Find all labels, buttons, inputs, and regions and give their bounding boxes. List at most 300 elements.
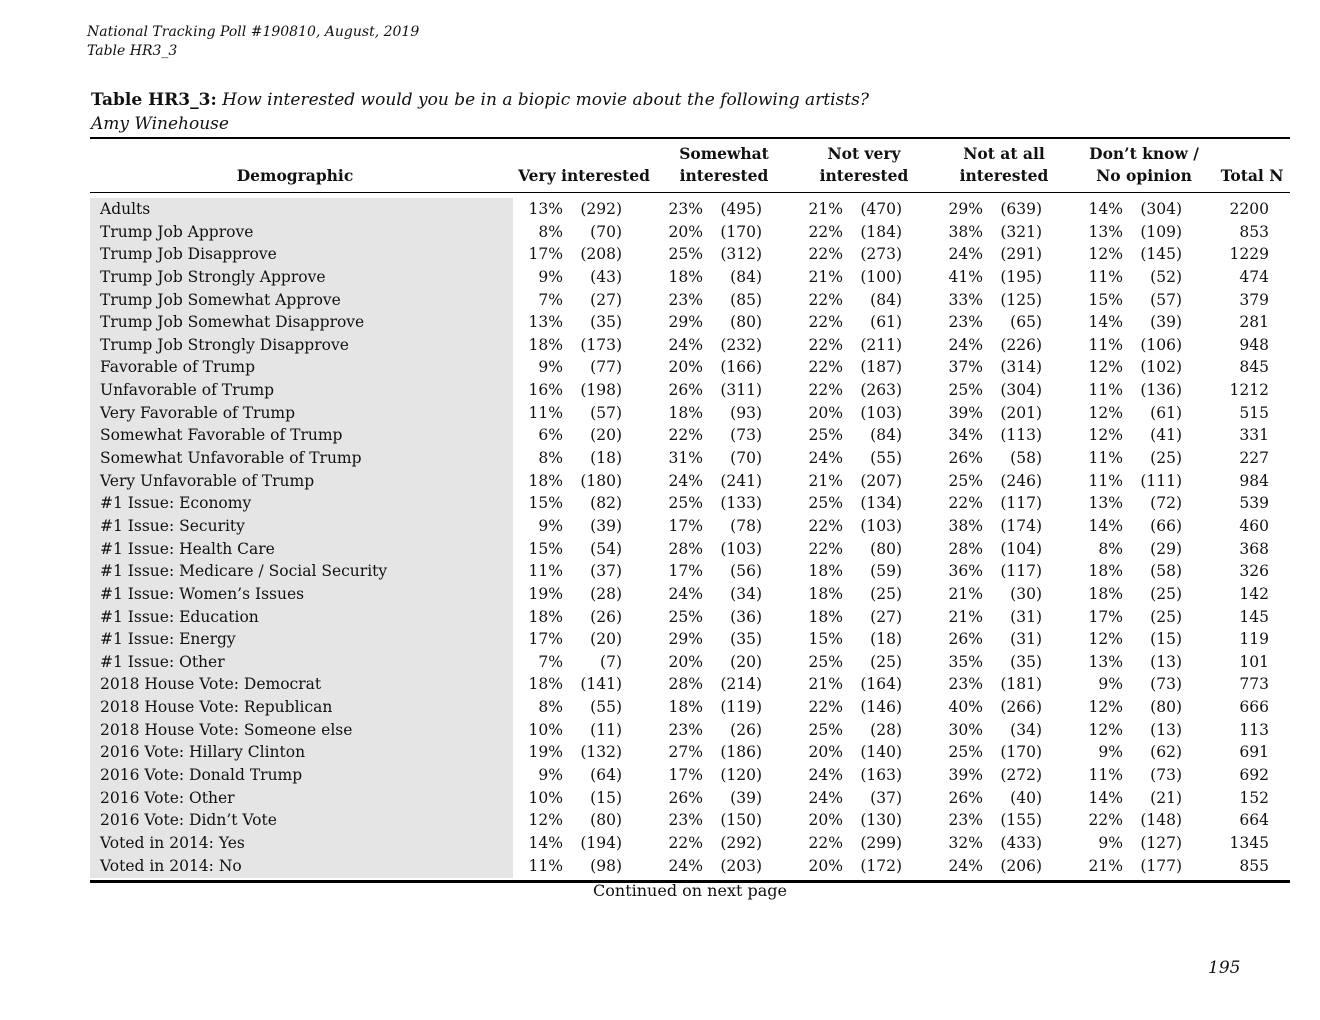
- cell-count: (166): [720, 358, 762, 377]
- cell-percent: 22%: [808, 698, 843, 717]
- cell-count: (134): [860, 494, 902, 513]
- cell-percent: 11%: [528, 562, 563, 581]
- cell-count: (70): [730, 449, 762, 468]
- cell-percent: 9%: [1098, 833, 1123, 852]
- cell-percent: 26%: [948, 630, 983, 649]
- cell-count: (130): [860, 811, 902, 830]
- cell-count: (184): [860, 222, 902, 241]
- cell-count: (102): [1140, 358, 1182, 377]
- cell-percent: 14%: [1088, 788, 1123, 807]
- cell-total: 326: [1239, 562, 1269, 581]
- cell-count: (35): [590, 313, 622, 332]
- table-row: [0, 311, 1320, 334]
- cell-count: (140): [860, 743, 902, 762]
- cell-percent: 25%: [808, 494, 843, 513]
- cell-percent: 10%: [528, 720, 563, 739]
- cell-count: (291): [1000, 245, 1042, 264]
- cell-percent: 8%: [538, 222, 563, 241]
- cell-percent: 24%: [808, 788, 843, 807]
- cell-count: (181): [1000, 675, 1042, 694]
- table-row: [0, 515, 1320, 538]
- cell-percent: 17%: [668, 516, 703, 535]
- cell-count: (132): [580, 743, 622, 762]
- col-notatall-l2: interested: [959, 166, 1049, 185]
- cell-count: (180): [580, 471, 622, 490]
- cell-count: (177): [1140, 856, 1182, 875]
- cell-count: (103): [860, 516, 902, 535]
- cell-count: (80): [870, 539, 902, 558]
- row-label: 2016 Vote: Didn’t Vote: [100, 811, 277, 830]
- cell-percent: 28%: [668, 675, 703, 694]
- cell-percent: 9%: [1098, 675, 1123, 694]
- cell-percent: 14%: [1088, 200, 1123, 218]
- cell-percent: 24%: [948, 335, 983, 354]
- cell-percent: 17%: [1088, 607, 1123, 626]
- table-row: [0, 402, 1320, 425]
- cell-count: (58): [1010, 449, 1042, 468]
- cell-total: 281: [1239, 313, 1269, 332]
- cell-percent: 25%: [668, 245, 703, 264]
- cell-percent: 12%: [528, 811, 563, 830]
- cell-count: (100): [860, 267, 902, 286]
- cell-percent: 34%: [948, 426, 983, 445]
- cell-count: (41): [1150, 426, 1182, 445]
- row-label: Very Favorable of Trump: [100, 403, 296, 422]
- cell-percent: 38%: [948, 222, 983, 241]
- cell-percent: 18%: [808, 607, 843, 626]
- cell-count: (163): [860, 766, 902, 785]
- cell-total: 101: [1239, 652, 1269, 671]
- table-row: [0, 424, 1320, 447]
- cell-total: 666: [1239, 698, 1269, 717]
- col-demographic: Demographic: [236, 166, 354, 185]
- cell-count: (36): [730, 607, 762, 626]
- cell-count: (84): [730, 267, 762, 286]
- cell-percent: 17%: [668, 562, 703, 581]
- cell-count: (211): [860, 335, 902, 354]
- cell-count: (170): [720, 222, 762, 241]
- cell-count: (77): [590, 358, 622, 377]
- cell-count: (64): [590, 766, 622, 785]
- cell-percent: 11%: [1088, 335, 1123, 354]
- cell-percent: 21%: [808, 267, 843, 286]
- cell-count: (80): [590, 811, 622, 830]
- row-label: Somewhat Unfavorable of Trump: [100, 449, 362, 468]
- cell-percent: 20%: [668, 358, 703, 377]
- table-row: [0, 243, 1320, 266]
- cell-percent: 37%: [948, 358, 983, 377]
- cell-percent: 11%: [1088, 381, 1123, 400]
- cell-percent: 21%: [808, 471, 843, 490]
- cell-count: (304): [1140, 200, 1182, 218]
- cell-count: (73): [1150, 766, 1182, 785]
- cell-percent: 11%: [528, 856, 563, 875]
- cell-percent: 11%: [1088, 267, 1123, 286]
- col-somewhat-l1: Somewhat: [679, 144, 769, 163]
- cell-percent: 18%: [668, 698, 703, 717]
- table-row: [0, 492, 1320, 515]
- col-dk-l2: No opinion: [1096, 166, 1192, 185]
- row-label: #1 Issue: Other: [100, 652, 225, 671]
- cell-percent: 20%: [808, 856, 843, 875]
- cell-percent: 33%: [948, 290, 983, 309]
- table-row: [0, 651, 1320, 674]
- row-label: Adults: [100, 200, 151, 218]
- poll-header: National Tracking Poll #190810, August, 2019: [87, 24, 420, 40]
- cell-count: (174): [1000, 516, 1042, 535]
- cell-percent: 25%: [808, 720, 843, 739]
- cell-percent: 22%: [808, 313, 843, 332]
- cell-percent: 7%: [538, 652, 563, 671]
- cell-count: (263): [860, 381, 902, 400]
- cell-count: (207): [860, 471, 902, 490]
- cell-count: (117): [1000, 562, 1042, 581]
- cell-count: (80): [730, 313, 762, 332]
- cell-count: (57): [1150, 290, 1182, 309]
- cell-percent: 18%: [528, 335, 563, 354]
- cell-count: (13): [1150, 652, 1182, 671]
- cell-percent: 23%: [948, 811, 983, 830]
- page-number: 195: [1208, 958, 1241, 978]
- cell-count: (226): [1000, 335, 1042, 354]
- cell-count: (103): [720, 539, 762, 558]
- cell-total: 379: [1239, 290, 1269, 309]
- cell-count: (62): [1150, 743, 1182, 762]
- row-label: Somewhat Favorable of Trump: [100, 426, 343, 445]
- row-label: Voted in 2014: No: [100, 856, 242, 875]
- cell-percent: 29%: [668, 630, 703, 649]
- cell-total: 539: [1239, 494, 1269, 513]
- cell-percent: 28%: [948, 539, 983, 558]
- cell-count: (103): [860, 403, 902, 422]
- row-label: Favorable of Trump: [100, 358, 256, 377]
- cell-count: (58): [1150, 562, 1182, 581]
- cell-count: (214): [720, 675, 762, 694]
- cell-count: (164): [860, 675, 902, 694]
- cell-percent: 36%: [948, 562, 983, 581]
- cell-percent: 13%: [1088, 652, 1123, 671]
- cell-count: (321): [1000, 222, 1042, 241]
- cell-percent: 8%: [538, 449, 563, 468]
- table-row: [0, 606, 1320, 629]
- cell-percent: 6%: [538, 426, 563, 445]
- cell-count: (206): [1000, 856, 1042, 875]
- cell-percent: 22%: [808, 516, 843, 535]
- table-row: [0, 560, 1320, 583]
- row-label: 2016 Vote: Hillary Clinton: [100, 743, 306, 762]
- cell-count: (43): [590, 267, 622, 286]
- cell-percent: 20%: [668, 652, 703, 671]
- col-notvery-l2: interested: [819, 166, 909, 185]
- cell-total: 1212: [1229, 381, 1269, 400]
- cell-percent: 26%: [668, 381, 703, 400]
- cell-count: (39): [1150, 313, 1182, 332]
- col-very-interested: Very interested: [518, 166, 650, 185]
- cell-total: 515: [1239, 403, 1269, 422]
- row-label: Trump Job Somewhat Approve: [100, 290, 341, 309]
- continued-note: Continued on next page: [593, 881, 787, 900]
- cell-percent: 14%: [1088, 313, 1123, 332]
- cell-count: (70): [590, 222, 622, 241]
- cell-count: (106): [1140, 335, 1182, 354]
- row-label: Unfavorable of Trump: [100, 381, 275, 400]
- cell-percent: 31%: [668, 449, 703, 468]
- cell-percent: 22%: [668, 426, 703, 445]
- cell-percent: 25%: [668, 607, 703, 626]
- cell-total: 142: [1239, 584, 1269, 603]
- cell-percent: 18%: [1088, 584, 1123, 603]
- col-notatall-l1: Not at all: [963, 144, 1045, 163]
- cell-total: 460: [1239, 516, 1269, 535]
- cell-percent: 15%: [528, 539, 563, 558]
- cell-count: (21): [1150, 788, 1182, 807]
- cell-percent: 18%: [528, 471, 563, 490]
- cell-count: (28): [590, 584, 622, 603]
- cell-percent: 29%: [948, 200, 983, 218]
- cell-percent: 24%: [668, 471, 703, 490]
- table-row: [0, 741, 1320, 764]
- cell-percent: 23%: [668, 290, 703, 309]
- cell-percent: 22%: [808, 539, 843, 558]
- cell-count: (125): [1000, 290, 1042, 309]
- cell-percent: 17%: [528, 245, 563, 264]
- cell-count: (59): [870, 562, 902, 581]
- cell-percent: 9%: [538, 766, 563, 785]
- cell-percent: 24%: [668, 584, 703, 603]
- cell-percent: 29%: [668, 313, 703, 332]
- cell-count: (34): [730, 584, 762, 603]
- cell-percent: 11%: [1088, 471, 1123, 490]
- cell-count: (495): [720, 200, 762, 218]
- cell-percent: 23%: [668, 200, 703, 218]
- cell-count: (433): [1000, 833, 1042, 852]
- table-row: [0, 356, 1320, 379]
- table-row: [0, 719, 1320, 742]
- row-label: 2018 House Vote: Republican: [100, 698, 333, 717]
- cell-count: (25): [1150, 607, 1182, 626]
- cell-total: 368: [1239, 539, 1269, 558]
- cell-count: (37): [870, 788, 902, 807]
- cell-total: 984: [1239, 471, 1269, 490]
- cell-percent: 23%: [948, 675, 983, 694]
- cell-percent: 22%: [808, 335, 843, 354]
- cell-count: (35): [730, 630, 762, 649]
- cell-percent: 21%: [1088, 856, 1123, 875]
- table-row: [0, 447, 1320, 470]
- cell-count: (172): [860, 856, 902, 875]
- cell-count: (15): [590, 788, 622, 807]
- cell-count: (65): [1010, 313, 1042, 332]
- cell-percent: 12%: [1088, 720, 1123, 739]
- cell-total: 1345: [1229, 833, 1269, 852]
- row-label: #1 Issue: Health Care: [100, 539, 275, 558]
- row-label: Voted in 2014: Yes: [100, 833, 245, 852]
- row-label: #1 Issue: Economy: [100, 494, 252, 513]
- table-body: [0, 198, 1320, 877]
- row-label: #1 Issue: Women’s Issues: [100, 584, 305, 603]
- cell-count: (25): [870, 584, 902, 603]
- col-total: Total N: [1220, 166, 1284, 185]
- row-label: 2018 House Vote: Someone else: [100, 720, 353, 739]
- cell-count: (78): [730, 516, 762, 535]
- cell-percent: 26%: [948, 788, 983, 807]
- cell-total: 227: [1239, 449, 1269, 468]
- cell-percent: 22%: [808, 833, 843, 852]
- table-row: [0, 379, 1320, 402]
- cell-count: (27): [870, 607, 902, 626]
- cell-percent: 10%: [528, 788, 563, 807]
- table-row: [0, 583, 1320, 606]
- cell-total: 331: [1239, 426, 1269, 445]
- top-rule: [90, 137, 1290, 139]
- table-row: [0, 198, 1320, 221]
- cell-count: (195): [1000, 267, 1042, 286]
- cell-percent: 23%: [948, 313, 983, 332]
- cell-percent: 11%: [1088, 766, 1123, 785]
- row-label: 2016 Vote: Other: [100, 788, 235, 807]
- table-row: [0, 832, 1320, 855]
- cell-count: (201): [1000, 403, 1042, 422]
- cell-count: (20): [730, 652, 762, 671]
- cell-percent: 13%: [528, 313, 563, 332]
- cell-count: (241): [720, 471, 762, 490]
- table-row: [0, 334, 1320, 357]
- cell-count: (26): [590, 607, 622, 626]
- cell-count: (30): [1010, 584, 1042, 603]
- cell-percent: 22%: [808, 381, 843, 400]
- cell-count: (61): [1150, 403, 1182, 422]
- cell-percent: 18%: [528, 675, 563, 694]
- cell-count: (127): [1140, 833, 1182, 852]
- table-row: [0, 764, 1320, 787]
- cell-count: (72): [1150, 494, 1182, 513]
- cell-percent: 14%: [1088, 516, 1123, 535]
- cell-percent: 9%: [538, 516, 563, 535]
- cell-percent: 41%: [948, 267, 983, 286]
- cell-total: 855: [1239, 856, 1269, 875]
- cell-count: (31): [1010, 607, 1042, 626]
- cell-count: (208): [580, 245, 622, 264]
- cell-count: (55): [870, 449, 902, 468]
- cell-count: (11): [590, 720, 622, 739]
- cell-count: (18): [870, 630, 902, 649]
- table-subject: Amy Winehouse: [91, 114, 229, 134]
- cell-count: (80): [1150, 698, 1182, 717]
- cell-percent: 15%: [1088, 290, 1123, 309]
- cell-count: (304): [1000, 381, 1042, 400]
- cell-count: (40): [1010, 788, 1042, 807]
- cell-count: (173): [580, 335, 622, 354]
- cell-percent: 9%: [538, 267, 563, 286]
- cell-count: (27): [590, 290, 622, 309]
- cell-total: 1229: [1229, 245, 1269, 264]
- cell-total: 664: [1239, 811, 1269, 830]
- cell-percent: 28%: [668, 539, 703, 558]
- cell-percent: 23%: [668, 720, 703, 739]
- cell-total: 145: [1239, 607, 1269, 626]
- cell-count: (194): [580, 833, 622, 852]
- cell-count: (31): [1010, 630, 1042, 649]
- col-notvery-l1: Not very: [827, 144, 901, 163]
- cell-count: (198): [580, 381, 622, 400]
- cell-percent: 23%: [668, 811, 703, 830]
- cell-count: (15): [1150, 630, 1182, 649]
- cell-count: (470): [860, 200, 902, 218]
- cell-count: (7): [600, 652, 622, 671]
- cell-percent: 13%: [528, 200, 563, 218]
- cell-total: 2200: [1229, 200, 1269, 218]
- cell-percent: 9%: [538, 358, 563, 377]
- cell-count: (25): [870, 652, 902, 671]
- cell-percent: 17%: [668, 766, 703, 785]
- cell-count: (84): [870, 426, 902, 445]
- cell-count: (133): [720, 494, 762, 513]
- cell-percent: 22%: [1088, 811, 1123, 830]
- cell-count: (299): [860, 833, 902, 852]
- row-label: #1 Issue: Security: [100, 516, 245, 535]
- cell-count: (84): [870, 290, 902, 309]
- header-rule: [90, 192, 1290, 193]
- cell-count: (145): [1140, 245, 1182, 264]
- cell-percent: 40%: [948, 698, 983, 717]
- cell-percent: 39%: [948, 766, 983, 785]
- cell-percent: 21%: [948, 584, 983, 603]
- cell-total: 948: [1239, 335, 1269, 354]
- table-row: [0, 221, 1320, 244]
- cell-count: (26): [730, 720, 762, 739]
- cell-percent: 11%: [1088, 449, 1123, 468]
- cell-count: (150): [720, 811, 762, 830]
- cell-count: (186): [720, 743, 762, 762]
- cell-percent: 18%: [668, 403, 703, 422]
- cell-percent: 25%: [808, 426, 843, 445]
- row-label: #1 Issue: Energy: [100, 630, 236, 649]
- cell-percent: 32%: [948, 833, 983, 852]
- cell-percent: 8%: [1098, 539, 1123, 558]
- cell-percent: 8%: [538, 698, 563, 717]
- cell-count: (57): [590, 403, 622, 422]
- cell-count: (73): [1150, 675, 1182, 694]
- cell-count: (39): [590, 516, 622, 535]
- table-row: [0, 855, 1320, 878]
- row-label: Trump Job Approve: [100, 222, 254, 241]
- cell-percent: 18%: [668, 267, 703, 286]
- cell-percent: 12%: [1088, 245, 1123, 264]
- table-row: [0, 289, 1320, 312]
- cell-percent: 12%: [1088, 358, 1123, 377]
- cell-count: (170): [1000, 743, 1042, 762]
- cell-count: (13): [1150, 720, 1182, 739]
- cell-percent: 17%: [528, 630, 563, 649]
- cell-count: (266): [1000, 698, 1042, 717]
- cell-count: (93): [730, 403, 762, 422]
- row-label: #1 Issue: Medicare / Social Security: [100, 562, 388, 581]
- table-question: How interested would you be in a biopic movie about the following artists?: [222, 90, 869, 110]
- cell-count: (85): [730, 290, 762, 309]
- cell-count: (39): [730, 788, 762, 807]
- cell-total: 853: [1239, 222, 1269, 241]
- cell-count: (109): [1140, 222, 1182, 241]
- cell-percent: 12%: [1088, 698, 1123, 717]
- cell-count: (120): [720, 766, 762, 785]
- table-row: [0, 787, 1320, 810]
- cell-count: (104): [1000, 539, 1042, 558]
- cell-total: 119: [1239, 630, 1269, 649]
- cell-percent: 21%: [808, 200, 843, 218]
- cell-percent: 22%: [808, 290, 843, 309]
- cell-percent: 15%: [808, 630, 843, 649]
- cell-count: (292): [720, 833, 762, 852]
